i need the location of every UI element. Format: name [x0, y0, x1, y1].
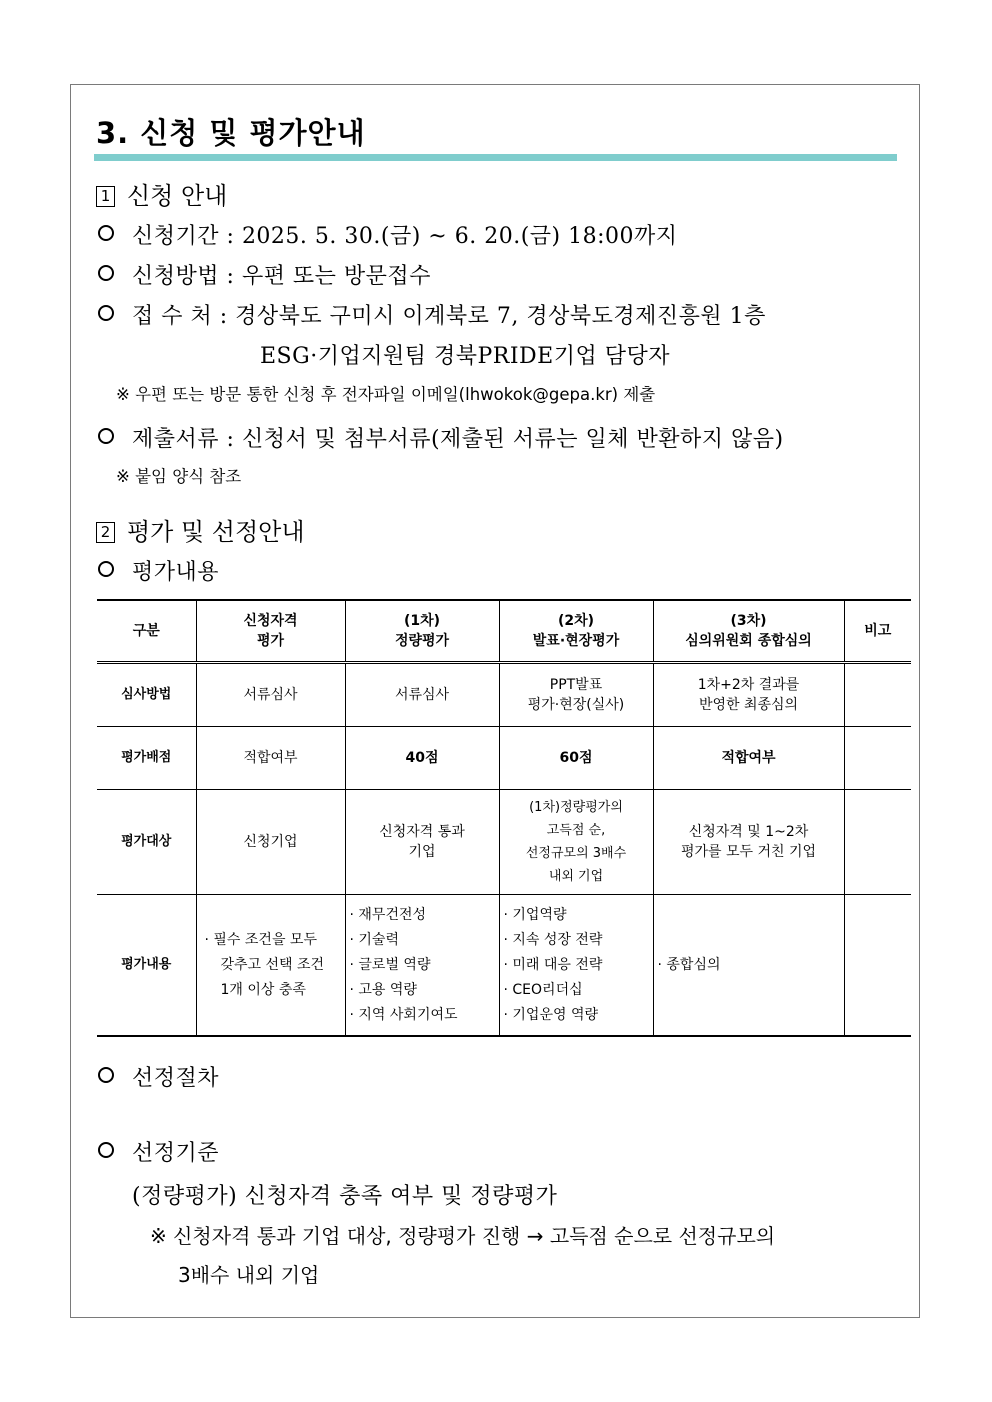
eval-content-heading — [96, 555, 219, 586]
table-cell: 신청자격 통과 기업 — [345, 790, 499, 895]
list-item: · CEO리더십 — [504, 978, 649, 1003]
table-row — [97, 790, 911, 895]
list-item: · 기업운영 역량 — [504, 1003, 649, 1028]
table-row — [97, 663, 911, 727]
table-cell — [844, 663, 911, 727]
table-cell: 서류심사 — [345, 663, 499, 727]
table-cell — [844, 895, 911, 1037]
circle-bullet-icon — [98, 265, 114, 281]
table-cell — [499, 895, 653, 1037]
criteria-note-line1: ※ 신청자격 통과 기업 대상, 정량평가 진행 → 고득점 순으로 선정규모의 — [150, 1224, 776, 1248]
header-stage2: (2차) 발표·현장평가 — [499, 600, 653, 663]
apply-method-label: 신청방법 — [132, 264, 220, 289]
reception-label: 접 수 처 — [132, 304, 213, 329]
table-cell: 신청자격 및 1~2차 평가를 모두 거친 기업 — [653, 790, 844, 895]
circle-bullet-icon — [98, 1067, 114, 1083]
documents-row — [96, 422, 784, 453]
header-stage3: (3차) 심의위원회 종합심의 — [653, 600, 844, 663]
apply-method-sep: : — [226, 264, 235, 289]
table-cell: 1차+2차 결과를 반영한 최종심의 — [653, 663, 844, 727]
section2-number: 2 — [96, 522, 115, 543]
header-eligibility: 신청자격 평가 — [196, 600, 345, 663]
table-cell — [844, 790, 911, 895]
table-cell: (1차)정량평가의 고득점 순, 선정규모의 3배수 내외 기업 — [499, 790, 653, 895]
row-label: 평가내용 — [97, 895, 196, 1037]
table-header-row — [97, 600, 911, 663]
table-cell: 60점 — [499, 727, 653, 790]
row-label: 평가대상 — [97, 790, 196, 895]
header-stage1: (1차) 정량평가 — [345, 600, 499, 663]
apply-method-row — [96, 259, 431, 290]
list-item: · 재무건전성 — [350, 903, 495, 928]
apply-period-label: 신청기간 — [132, 224, 220, 249]
circle-bullet-icon — [98, 225, 114, 241]
apply-period-sep: : — [226, 224, 235, 249]
reception-value-line2: ESG·기업지원팀 경북PRIDE기업 담당자 — [260, 344, 670, 369]
section1-heading — [96, 176, 227, 211]
table-cell: · 필수 조건을 모두 갖추고 선택 조건 1개 이상 충족 — [196, 895, 345, 1037]
circle-bullet-icon — [98, 305, 114, 321]
apply-period-value: 2025. 5. 30.(금) ~ 6. 20.(금) 18:00까지 — [241, 224, 678, 249]
table-row — [97, 727, 911, 790]
table-cell: 서류심사 — [196, 663, 345, 727]
selection-procedure-heading — [96, 1061, 219, 1092]
presentation-criteria-list — [504, 903, 649, 1028]
evaluation-table — [97, 599, 911, 1037]
row-label: 심사방법 — [97, 663, 196, 727]
table-row — [97, 895, 911, 1037]
row-label: 평가배점 — [97, 727, 196, 790]
apply-method-value: 우편 또는 방문접수 — [241, 264, 431, 289]
selection-procedure-label: 선정절차 — [132, 1066, 220, 1091]
table-cell: 적합여부 — [653, 727, 844, 790]
list-item: · 기술력 — [350, 928, 495, 953]
criteria-note-line2: 3배수 내외 기업 — [178, 1263, 320, 1287]
table-cell — [844, 727, 911, 790]
table-cell: PPT발표 평가·현장(실사) — [499, 663, 653, 727]
section2-heading — [96, 512, 305, 547]
apply-period-row — [96, 219, 678, 250]
table-cell: · 종합심의 — [653, 895, 844, 1037]
documents-sep: : — [226, 427, 235, 452]
reception-value: 경상북도 구미시 이계북로 7, 경상북도경제진흥원 1층 — [235, 304, 766, 329]
list-item: · 미래 대응 전략 — [504, 953, 649, 978]
email-note: ※ 우편 또는 방문 통한 신청 후 전자파일 이메일(lhwokok@gepa.kr) 제출 — [116, 385, 656, 404]
quant-criteria-list — [350, 903, 495, 1028]
circle-bullet-icon — [98, 428, 114, 444]
header-category: 구분 — [97, 600, 196, 663]
table-cell: 신청기업 — [196, 790, 345, 895]
table-cell — [345, 895, 499, 1037]
list-item: · 지역 사회기여도 — [350, 1003, 495, 1028]
list-item: · 기업역량 — [504, 903, 649, 928]
documents-value: 신청서 및 첨부서류(제출된 서류는 일체 반환하지 않음) — [241, 427, 784, 452]
form-note: ※ 붙임 양식 참조 — [116, 467, 242, 486]
table-cell: 40점 — [345, 727, 499, 790]
circle-bullet-icon — [98, 1142, 114, 1158]
list-item: · 고용 역량 — [350, 978, 495, 1003]
list-item: · 글로벌 역량 — [350, 953, 495, 978]
page-title: 3. 신청 및 평가안내 — [96, 116, 366, 150]
section2-title: 평가 및 선정안내 — [127, 518, 305, 546]
header-remarks: 비고 — [844, 600, 911, 663]
eval-content-label: 평가내용 — [132, 560, 220, 585]
section1-number: 1 — [96, 186, 115, 207]
table-cell: 적합여부 — [196, 727, 345, 790]
documents-label: 제출서류 — [132, 427, 220, 452]
section1-title: 신청 안내 — [127, 182, 228, 210]
criteria-text: (정량평가) 신청자격 충족 여부 및 정량평가 — [132, 1184, 558, 1209]
selection-criteria-heading — [96, 1136, 219, 1167]
reception-row — [96, 299, 766, 330]
list-item: · 지속 성장 전략 — [504, 928, 649, 953]
reception-sep: : — [219, 304, 228, 329]
selection-criteria-label: 선정기준 — [132, 1141, 220, 1166]
title-underline — [94, 154, 897, 161]
circle-bullet-icon — [98, 561, 114, 577]
